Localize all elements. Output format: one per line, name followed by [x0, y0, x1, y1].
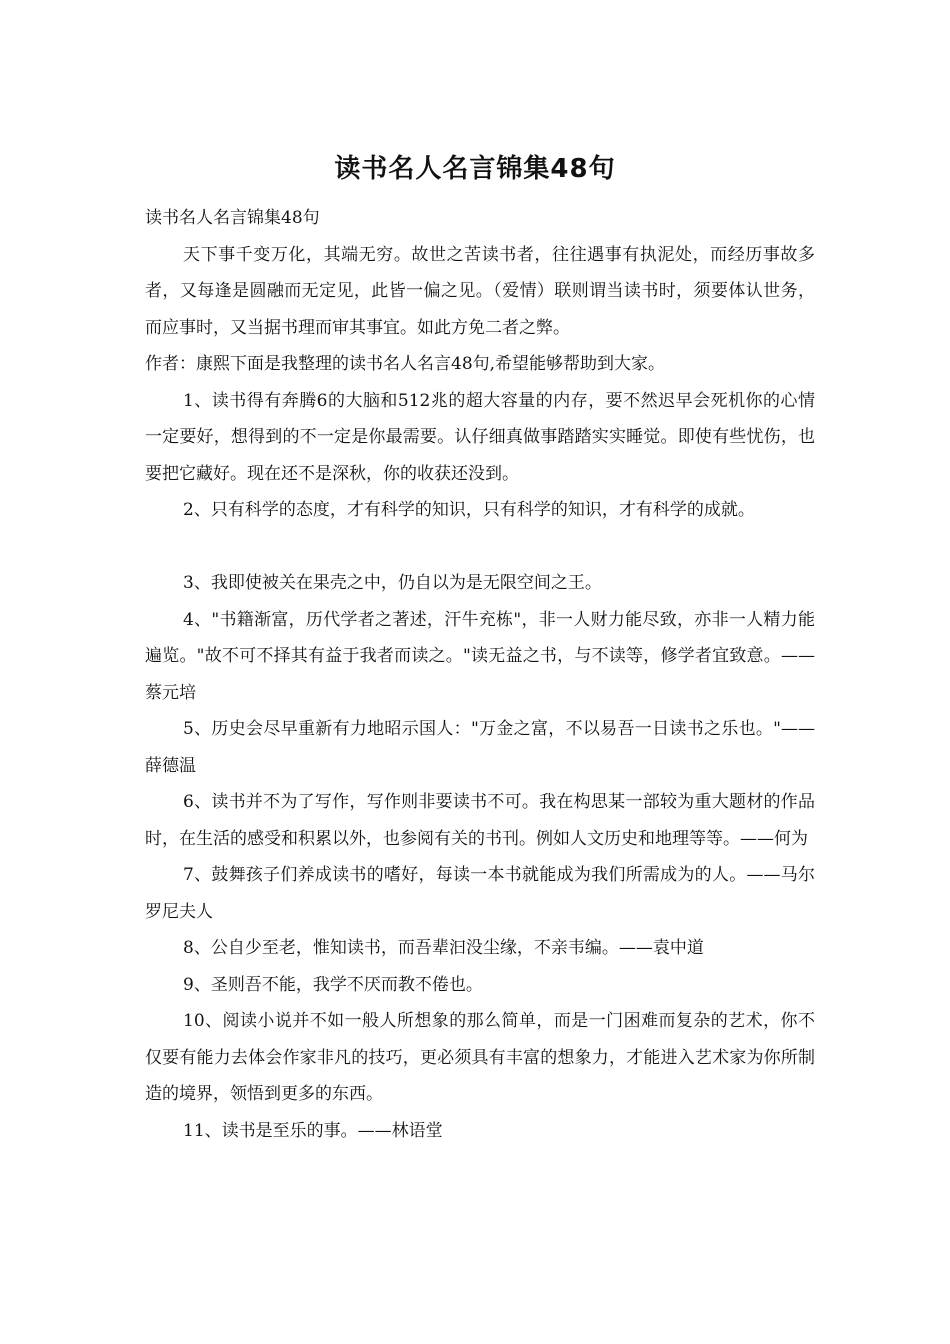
quote-paragraph: 8、公自少至老，惟知读书，而吾辈汩没尘缘，不亲韦编。——袁中道	[183, 938, 704, 958]
quote-paragraph: 4、"书籍渐富，历代学者之著述，汗牛充栋"，非一人财力能尽致，亦非一人精力能遍览。"故不可不择其有益于我者而读之。"读无益之书，与不读等，修学者宜致意。——蔡元培	[145, 609, 815, 703]
blank-line	[145, 529, 815, 566]
author-line: 作者：康熙下面是我整理的读书名人名言48句,希望能够帮助到大家。	[145, 354, 666, 374]
quote-paragraph: 2、只有科学的态度，才有科学的知识，只有科学的知识，才有科学的成就。	[183, 500, 755, 520]
intro-paragraph: 天下事千变万化，其端无穷。故世之苦读书者，往往遇事有执泥处，而经历事故多者，又每逢是圆融而无定见，此皆一偏之见。（爱情）联则谓当读书时，须要体认世务，而应事时，又当据书理而审其事宜。如此方免二者之弊。	[145, 244, 815, 338]
quote-paragraph: 7、鼓舞孩子们养成读书的嗜好，每读一本书就能成为我们所需成为的人。——马尔罗尼夫人	[145, 865, 815, 922]
quote-paragraph: 3、我即使被关在果壳之中，仍自以为是无限空间之王。	[183, 573, 602, 593]
document-subtitle: 读书名人名言锦集48句	[145, 208, 320, 228]
document-title: 读书名人名言锦集48句	[334, 154, 616, 184]
quote-paragraph: 5、历史会尽早重新有力地昭示国人："万金之富，不以易吾一日读书之乐也。"——薛德温	[145, 719, 815, 776]
quote-paragraph: 9、圣则吾不能，我学不厌而教不倦也。	[183, 974, 483, 995]
quote-paragraph: 11、读书是至乐的事。——林语堂	[183, 1120, 443, 1141]
document-body	[145, 200, 815, 1149]
quote-paragraph: 10、阅读小说并不如一般人所想象的那么简单，而是一门困难而复杂的艺术，你不仅要有能力去体会作家非凡的技巧，更必须具有丰富的想象力，才能进入艺术家为你所制造的境界，领悟到更多的东西。	[145, 1011, 815, 1104]
quote-paragraph: 1、读书得有奔腾6的大脑和512兆的超大容量的内存，要不然迟早会死机你的心情一定要好，想得到的不一定是你最需要。认仔细真做事踏踏实实睡觉。即使有些忧伤，也要把它藏好。现在还不是深秋，你的收获还没到。	[145, 390, 815, 484]
quote-paragraph: 6、读书并不为了写作，写作则非要读书不可。我在构思某一部较为重大题材的作品时，在生活的感受和积累以外，也参阅有关的书刊。例如人文历史和地理等等。——何为	[145, 792, 815, 849]
